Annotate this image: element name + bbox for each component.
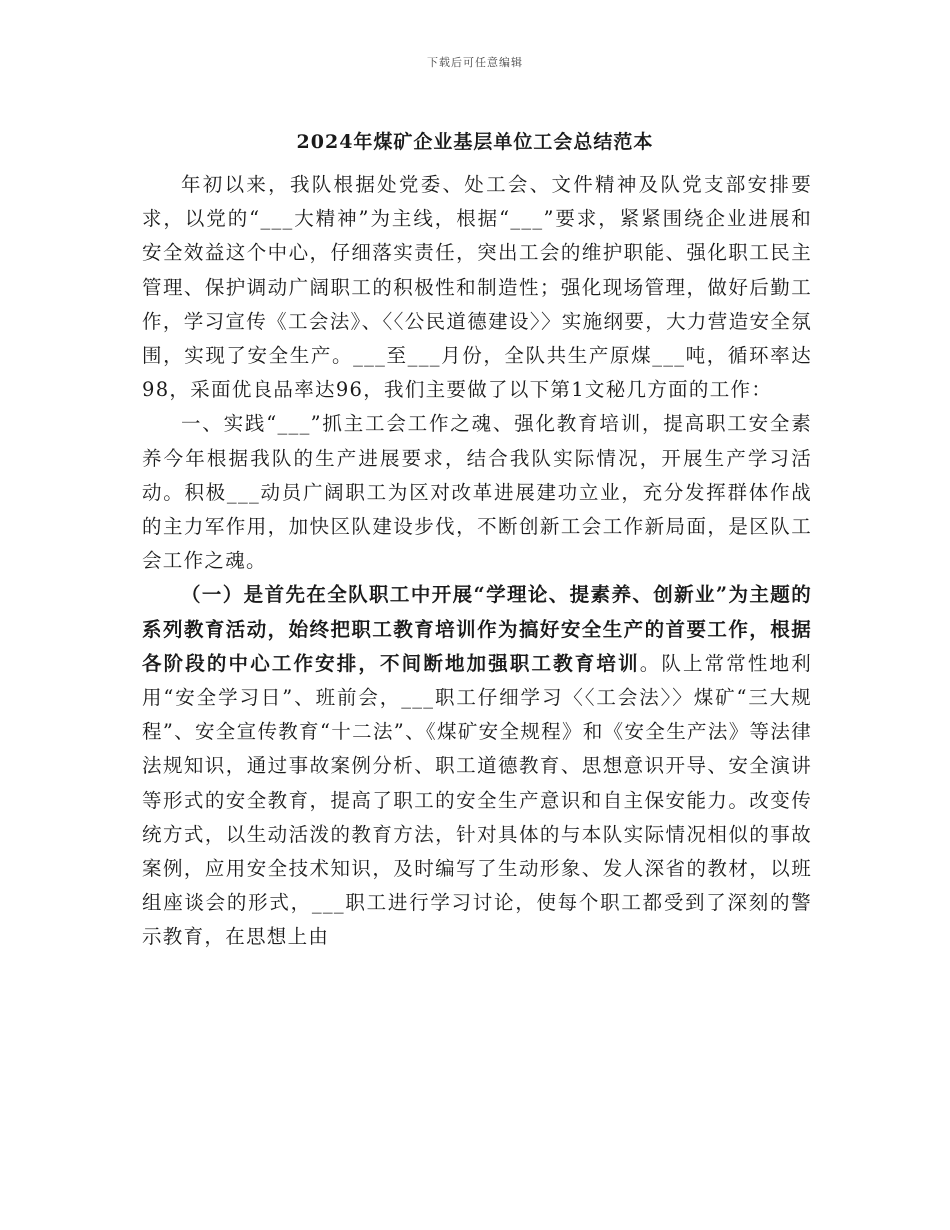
document-title: 2024年煤矿企业基层单位工会总结范本 <box>296 131 654 153</box>
paragraph-subsection-1 <box>142 578 812 954</box>
subsection-1-text: 。队上常常性地利用“安全学习日”、班前会，___职工仔细学习〈〈工会法〉〉煤矿“三大规程”、安全宣传教育“十二法”、《煤矿安全规程》和《安全生产法》等法律法规知识，通过事故案例分析、职工道德教育、思想意识开导、安全演讲等形式的安全教育，提高了职工的安全生产意识和自主保安能力。改变传统方式，以生动活泼的教育方法，针对具体的与本队实际情况相似的事故案例，应用安全技术知识，及时编写了生动形象、发人深省的教材，以班组座谈会的形式，___职工进行学习讨论，使每个职工都受到了深刻的警示教育，在思想上由 <box>142 651 812 949</box>
subsection-1-lead: （一）是首先在全队职工中开展“学理论、提素养、创新业”为主题的系列教育活动，始终把职工教育培训作为搞好安全生产的首要工作，根据各阶段的中心工作安排，不间断地加强职工教育培训 <box>142 583 812 675</box>
paragraph-section-1: 一、实践“___”抓主工会工作之魂、强化教育培训，提高职工安全素养今年根据我队的生产进展要求，结合我队实际情况，开展生产学习活动。积极___动员广阔职工为区对改革进展建功立业，充分发挥群体作战的主力军作用，加快区队建设步伐，不断创新工会工作新局面，是区队工会工作之魂。 <box>142 412 812 573</box>
header-note: 下载后可任意编辑 <box>427 56 523 69</box>
paragraph-intro: 年初以来，我队根据处党委、处工会、文件精神及队党支部安排要求，以党的“___大精神”为主线，根据“___”要求，紧紧围绕企业进展和安全效益这个中心，仔细落实责任，突出工会的维护职能、强化职工民主管理、保护调动广阔职工的积极性和制造性；强化现场管理，做好后勤工作，学习宣传《工会法》、〈〈公民道德建设〉〉实施纲要，大力营造安全氛围，实现了安全生产。___至___月份，全队共生产原煤___吨，循环率达98，采面优良品率达96，我们主要做了以下第1文秘几方面的工作： <box>142 173 812 402</box>
document-body <box>142 168 812 955</box>
